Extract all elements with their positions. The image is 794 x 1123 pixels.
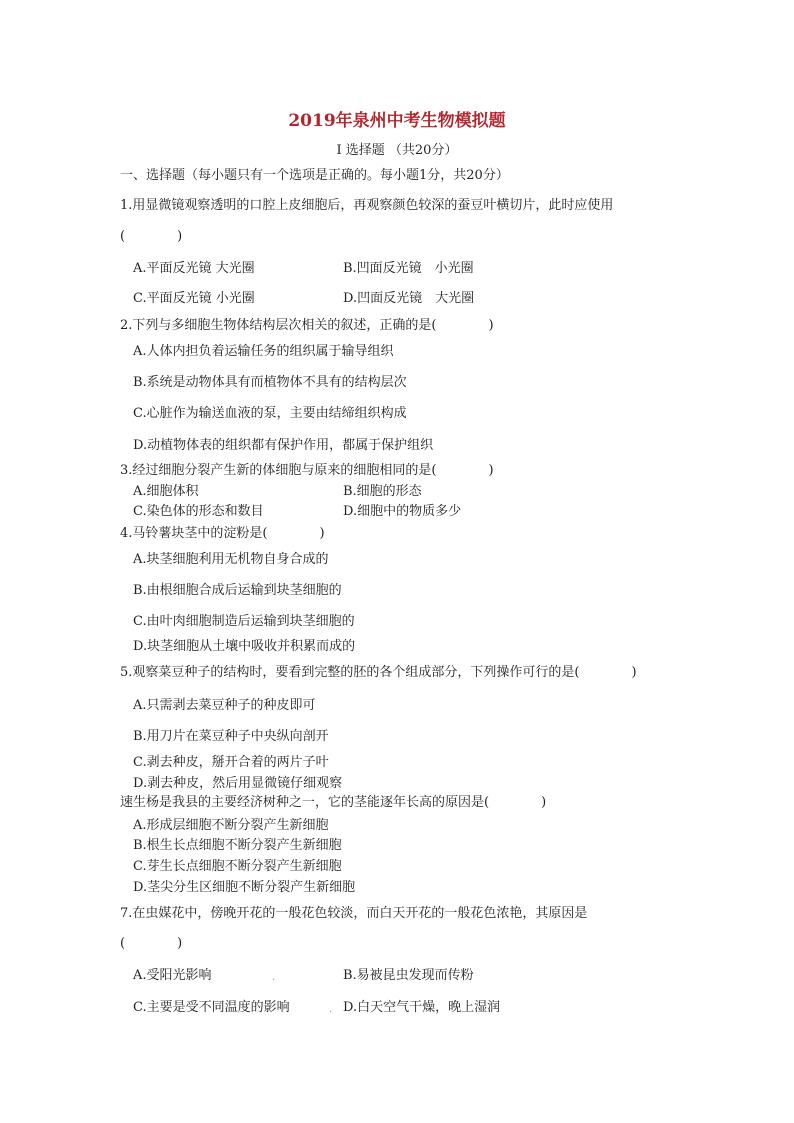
question-6-option-c: C.芽生长点细胞不断分裂产生新细胞 [133, 859, 342, 874]
question-2-stem: 2.下列与多细胞生物体结构层次相关的叙述，正确的是( ) [120, 318, 494, 333]
question-3-option-a: A.细胞体积 [133, 484, 199, 499]
question-1-option-d: D.凹面反光镜 大光圈 [343, 291, 475, 306]
question-7-stem-cont: ( ) [120, 936, 183, 951]
question-2-option-c: C.心脏作为输送血液的泵，主要由结缔组织构成 [133, 406, 407, 421]
question-3-stem: 3.经过细胞分裂产生新的体细胞与原来的细胞相同的是( ) [120, 463, 494, 478]
question-5-option-c: C.剥去种皮，掰开合着的两片子叶 [133, 755, 329, 770]
question-7-option-b: B.易被昆虫发现而传粉 [343, 968, 474, 983]
question-1-stem-cont: ( ) [120, 229, 183, 244]
question-7-option-c: C.主要是受不同温度的影响 [133, 1000, 290, 1015]
question-4-option-a: A.块茎细胞利用无机物自身合成的 [133, 552, 329, 567]
question-6-stem: 速生杨是我县的主要经济树种之一，它的茎能逐年长高的原因是( ) [120, 795, 547, 810]
question-7-option-d: D.白天空气干燥，晚上湿润 [343, 1000, 501, 1015]
section-heading: I 选择题 （共20分） [336, 143, 458, 158]
question-5-option-d: D.剥去种皮，然后用显微镜仔细观察 [133, 776, 343, 791]
question-4-option-c: C.由叶肉细胞制造后运输到块茎细胞的 [133, 614, 355, 629]
question-2-option-a: A.人体内担负着运输任务的组织属于输导组织 [133, 344, 394, 359]
question-7-option-a: A.受阳光影响 [133, 968, 212, 983]
question-4-option-b: B.由根细胞合成后运输到块茎细胞的 [133, 583, 342, 598]
question-5-option-b: B.用刀片在菜豆种子中央纵向剖开 [133, 729, 329, 744]
question-1-option-c: C.平面反光镜 小光圈 [133, 291, 255, 306]
page-title: 2019年泉州中考生物模拟题 [288, 111, 506, 131]
question-3-option-b: B.细胞的形态 [343, 484, 422, 499]
question-5-option-a: A.只需剥去菜豆种子的种皮即可 [133, 698, 316, 713]
question-2-option-d: D.动植物体表的组织都有保护作用，都属于保护组织 [133, 438, 434, 453]
scan-speck: . [329, 1004, 333, 1015]
question-6-option-a: A.形成层细胞不断分裂产生新细胞 [133, 818, 329, 833]
question-4-option-d: D.块茎细胞从土壤中吸收并积累而成的 [133, 639, 356, 654]
question-1-stem: 1.用显微镜观察透明的口腔上皮细胞后，再观察颜色较深的蚕豆叶横切片，此时应使用 [120, 198, 614, 213]
question-1-option-b: B.凹面反光镜 小光圈 [343, 261, 474, 276]
question-3-option-d: D.细胞中的物质多少 [343, 504, 462, 519]
question-4-stem: 4.马铃薯块茎中的淀粉是( ) [120, 526, 325, 541]
scan-speck: . [272, 972, 276, 983]
question-6-option-b: B.根生长点细胞不断分裂产生新细胞 [133, 838, 342, 853]
question-2-option-b: B.系统是动物体具有而植物体不具有的结构层次 [133, 375, 407, 390]
question-5-stem: 5.观察菜豆种子的结构时，要看到完整的胚的各个组成部分，下列操作可行的是( ) [120, 665, 637, 680]
part-intro: 一、选择题（每小题只有一个选项是正确的。每小题1分，共20分） [120, 168, 509, 183]
question-7-stem: 7.在虫媒花中，傍晚开花的一般花色较淡，而白天开花的一般花色浓艳，其原因是 [120, 906, 588, 921]
question-1-option-a: A.平面反光镜 大光圈 [133, 261, 255, 276]
question-3-option-c: C.染色体的形态和数目 [133, 504, 264, 519]
question-6-option-d: D.茎尖分生区细胞不断分裂产生新细胞 [133, 880, 356, 895]
